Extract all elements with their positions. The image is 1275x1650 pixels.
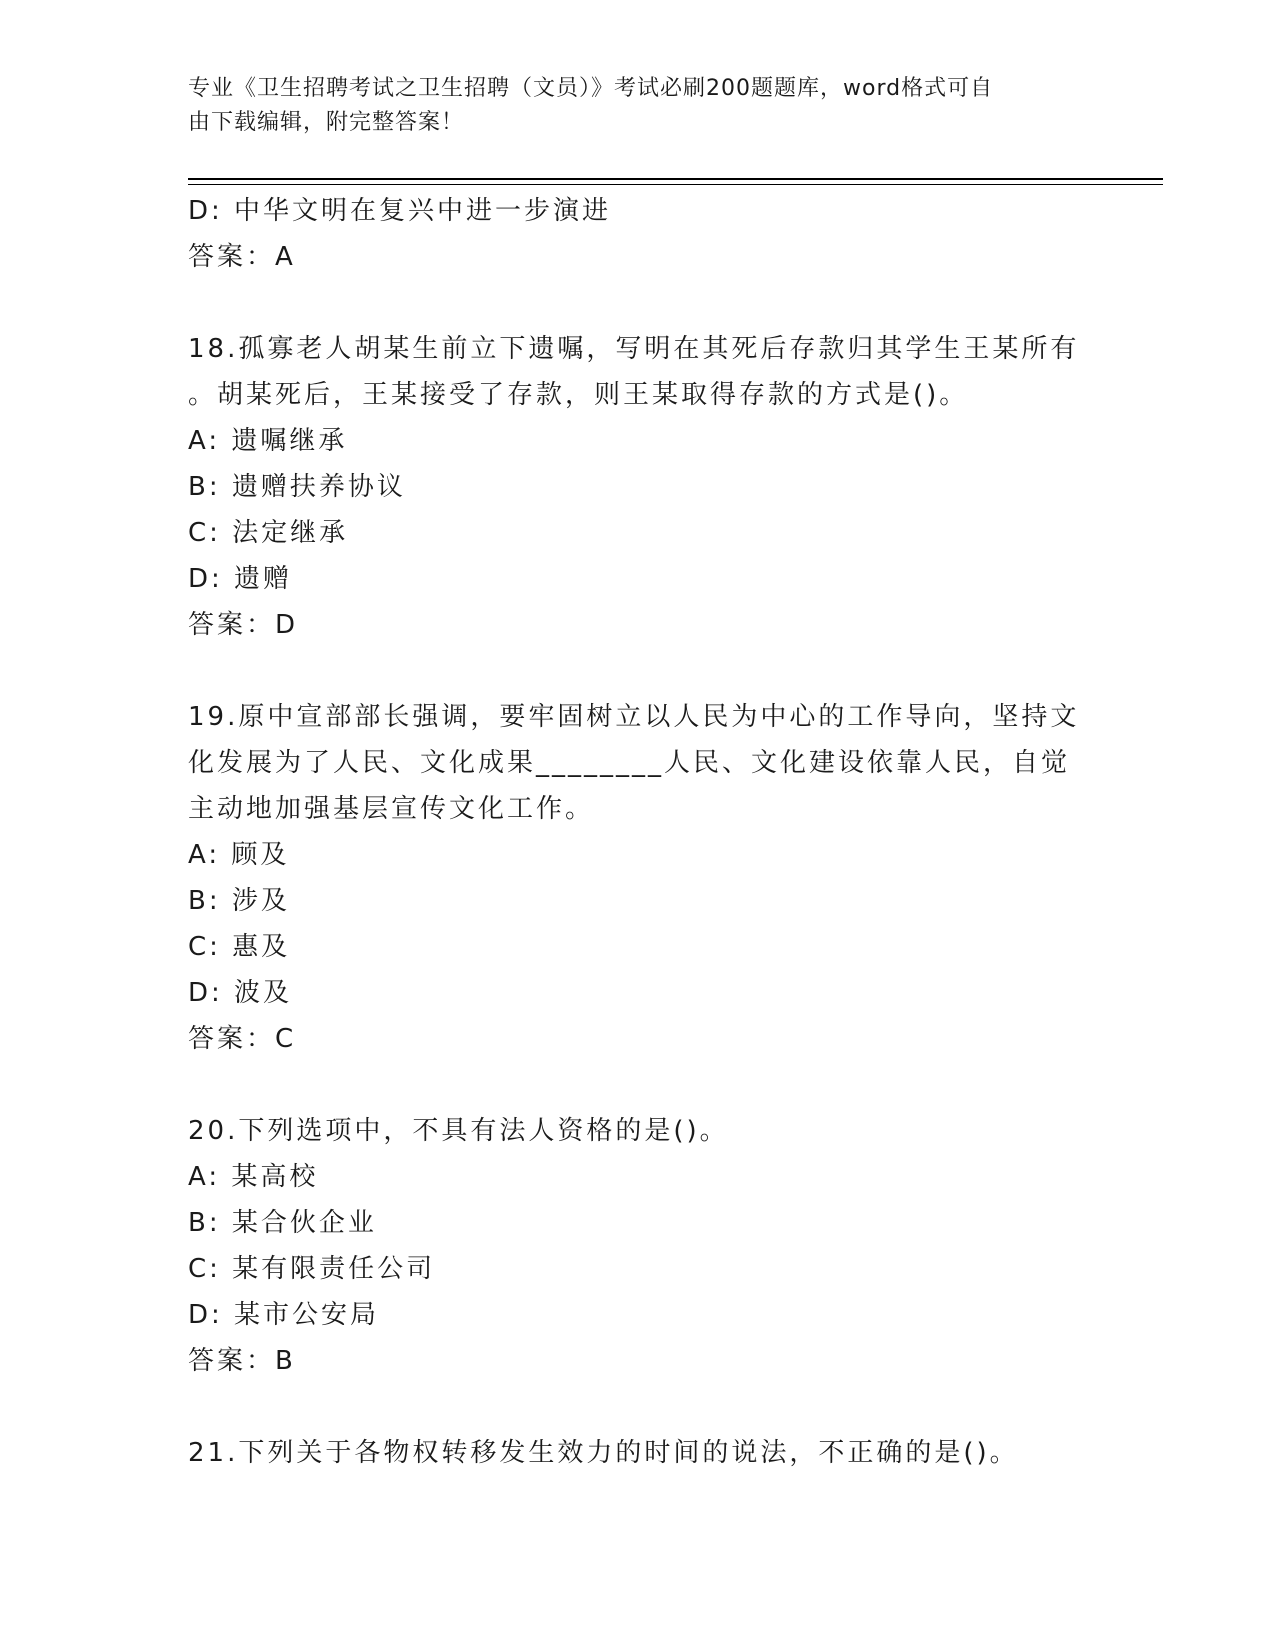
header-divider-thin [188,184,1163,185]
spacer [188,280,1088,326]
page-header [188,72,1088,140]
answer-line: 答案：D [188,610,299,640]
carryover-block [188,188,1088,280]
header-divider-thick [188,178,1163,180]
option-d: D: 某市公安局 [188,1300,380,1330]
question-stem-line: 21.下列关于各物权转移发生效力的时间的说法，不正确的是()。 [188,1438,1019,1468]
option-c: C: 惠及 [188,932,291,962]
answer-line: 答案：C [188,1024,297,1054]
answer-line: 答案：A [188,242,296,272]
question-20 [188,1108,1088,1384]
option-d: D: 中华文明在复兴中进一步演进 [188,196,612,226]
question-stem-line: 18.孤寡老人胡某生前立下遗嘱，写明在其死后存款归其学生王某所有 [188,334,1080,364]
spacer [188,1384,1088,1430]
question-stem-line: 主动地加强基层宣传文化工作。 [188,794,595,824]
option-a: A: 某高校 [188,1162,319,1192]
answer-line: 答案：B [188,1346,296,1376]
spacer [188,1062,1088,1108]
option-d: D: 波及 [188,978,293,1008]
option-b: B: 遗赠扶养协议 [188,472,406,502]
question-stem-line: 化发展为了人民、文化成果________人民、文化建设依靠人民，自觉 [188,748,1071,778]
option-b: B: 某合伙企业 [188,1208,377,1238]
question-stem-line: 。胡某死后，王某接受了存款，则王某取得存款的方式是()。 [188,380,969,410]
question-18 [188,326,1088,648]
option-c: C: 法定继承 [188,518,349,548]
document-body [188,188,1088,1476]
question-21 [188,1430,1088,1476]
option-a: A: 遗嘱继承 [188,426,348,456]
option-d: D: 遗赠 [188,564,293,594]
option-c: C: 某有限责任公司 [188,1254,436,1284]
question-stem-line: 19.原中宣部部长强调，要牢固树立以人民为中心的工作导向，坚持文 [188,702,1080,732]
spacer [188,648,1088,694]
option-b: B: 涉及 [188,886,290,916]
question-stem-line: 20.下列选项中，不具有法人资格的是()。 [188,1116,729,1146]
question-19 [188,694,1088,1062]
header-line-1: 专业《卫生招聘考试之卫生招聘（文员）》考试必刷200题题库，word格式可自 [188,76,994,101]
option-a: A: 顾及 [188,840,290,870]
header-line-2: 由下载编辑，附完整答案！ [188,110,465,135]
